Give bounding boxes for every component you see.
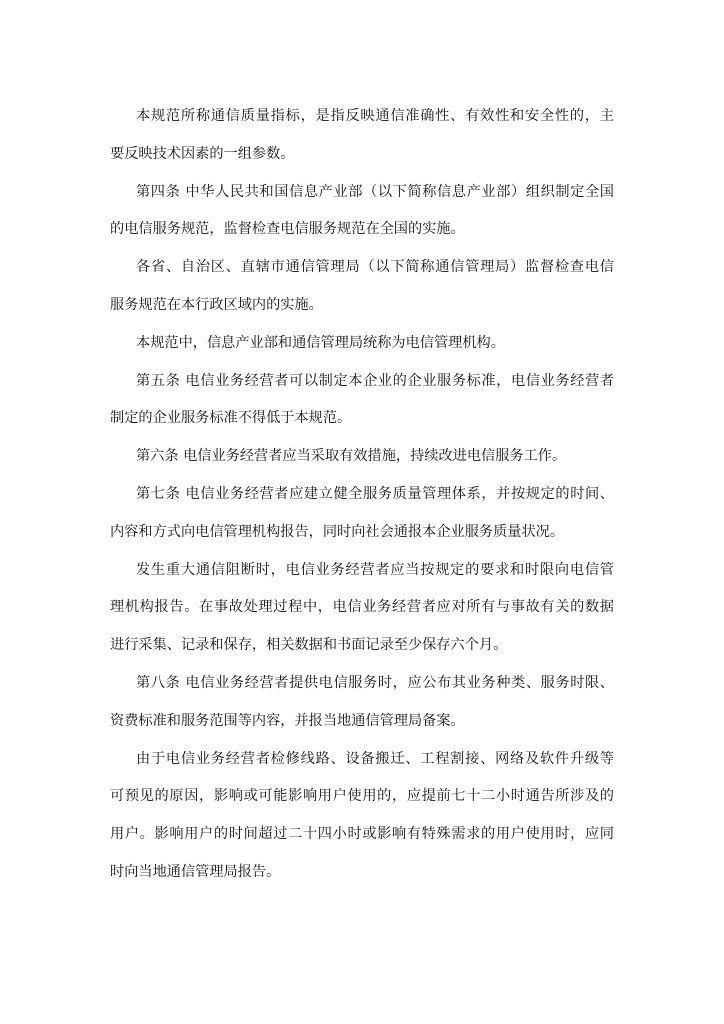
text-line: 用户。影响用户的时间超过二十四小时或影响有特殊需求的用户使用时，应同 xyxy=(110,826,614,843)
text-line: 时向当地通信管理局报告。 xyxy=(110,863,281,880)
text-line: 第七条 电信业务经营者应建立健全服务质量管理体系，并按规定的时间、 xyxy=(136,485,614,502)
text-line: 由于电信业务经营者检修线路、设备搬迁、工程割接、网络及软件升级等 xyxy=(136,750,614,767)
document-body xyxy=(110,100,614,894)
text-line: 要反映技术因素的一组参数。 xyxy=(110,145,295,162)
text-line: 本规范所称通信质量指标，是指反映通信准确性、有效性和安全性的，主 xyxy=(136,108,614,124)
text-line: 第八条 电信业务经营者提供电信服务时，应公布其业务种类、服务时限、 xyxy=(136,674,614,691)
text-line: 第六条 电信业务经营者应当采取有效措施，持续改进电信服务工作。 xyxy=(136,448,567,465)
text-line: 本规范中，信息产业部和通信管理局统称为电信管理机构。 xyxy=(136,334,505,351)
text-line: 的电信服务规范，监督检查电信服务规范在全国的实施。 xyxy=(110,221,465,238)
text-line: 发生重大通信阻断时，电信业务经营者应当按规定的要求和时限向电信管 xyxy=(136,561,614,578)
text-line: 内容和方式向电信管理机构报告，同时向社会通报本企业服务质量状况。 xyxy=(110,523,565,540)
text-line: 各省、自治区、直辖市通信管理局（以下简称通信管理局）监督检查电信 xyxy=(136,259,614,276)
text-line: 第五条 电信业务经营者可以制定本企业的企业服务标准，电信业务经营者 xyxy=(136,372,614,389)
text-line: 可预见的原因，影响或可能影响用户使用的，应提前七十二小时通告所涉及的 xyxy=(110,788,614,805)
text-line: 资费标准和服务范围等内容，并报当地通信管理局备案。 xyxy=(110,712,465,729)
text-line: 进行采集、记录和保存，相关数据和书面记录至少保存六个月。 xyxy=(110,637,508,654)
text-line: 第四条 中华人民共和国信息产业部（以下简称信息产业部）组织制定全国 xyxy=(136,183,614,200)
text-line: 服务规范在本行政区域内的实施。 xyxy=(110,296,323,313)
text-line: 理机构报告。在事故处理过程中，电信业务经营者应对所有与事故有关的数据 xyxy=(110,599,614,616)
text-line: 制定的企业服务标准不得低于本规范。 xyxy=(110,410,352,427)
